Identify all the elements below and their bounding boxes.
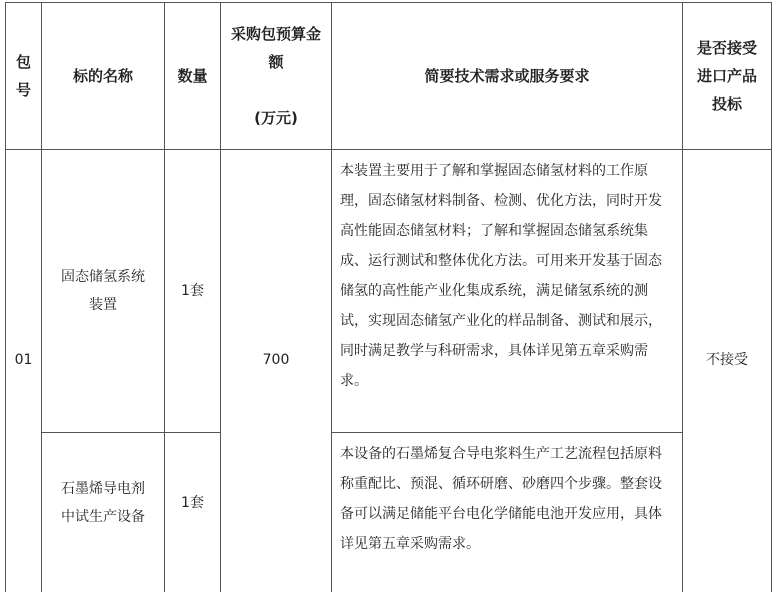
package-budget: 700 [262,352,290,368]
package-number: 01 [14,352,33,368]
table-border-right [771,2,772,592]
item-name: 石墨烯导电剂 中试生产设备 [61,481,145,525]
header-import-accepted: 是否接受 进口产品 投标 [696,39,757,113]
item-quantity: 1套 [181,283,204,299]
import-accepted-value: 不接受 [706,352,748,368]
header-item-name: 标的名称 [72,67,133,85]
item-quantity: 1套 [181,495,204,511]
header-tech-requirements: 简要技术需求或服务要求 [424,67,590,85]
header-quantity: 数量 [177,67,208,85]
item-description: 本装置主要用于了解和掌握固态储氢材料的工作原理，固态储氢材料制备、检测、优化方法，同时开发高性能固态储氢材料；了解和掌握固态储氢系统集成、运行测试和整体优化方法。可用来开发基于固态储氢的高性能产业化集成系统，满足储氢系统的测试，实现固态储氢产业化的样品制备、测试和展示，同时满足教学与科研需求，具体详见第五章采购需求。 [340,163,662,389]
item-description: 本设备的石墨烯复合导电浆料生产工艺流程包括原料称重配比、预混、循环研磨、砂磨四个步骤。整套设备可以满足储能平台电化学储能电池开发应用，具体详见第五章采购需求。 [340,446,662,552]
item-row-divider-tech [331,432,682,433]
header-budget: 采购包预算金 额 (万元) [230,25,321,127]
header-package-number: 包 号 [15,53,31,99]
item-name: 固态储氢系统 装置 [61,269,145,313]
